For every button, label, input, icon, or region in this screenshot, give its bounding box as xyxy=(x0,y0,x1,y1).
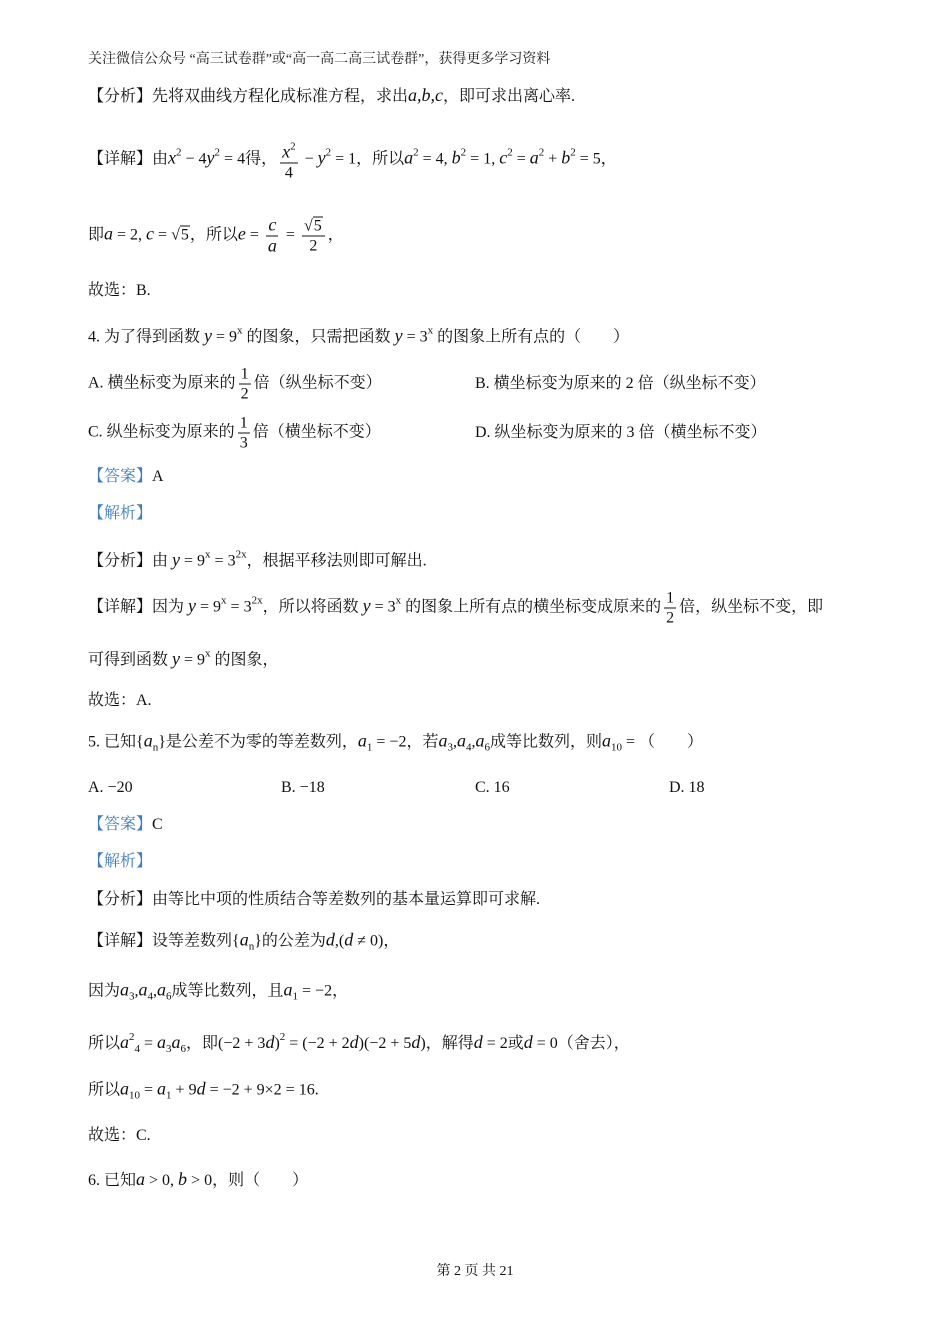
square-root xyxy=(304,217,323,236)
text-segment: 可得到函数 xyxy=(88,651,173,669)
subscript: 10 xyxy=(129,1089,141,1102)
math-variable: y xyxy=(394,325,403,346)
text-segment: = 2或 xyxy=(482,1035,524,1052)
radical-sign-icon: √ xyxy=(303,217,313,235)
text-segment: { xyxy=(232,932,240,950)
text-segment: ,( xyxy=(334,932,345,950)
q5-choice xyxy=(88,1126,151,1146)
text-segment: 故选：C. xyxy=(88,1127,151,1144)
math-variable: a xyxy=(239,929,249,950)
q3-detail-cont xyxy=(88,216,344,257)
q5-analysis xyxy=(88,890,540,910)
q6-stem xyxy=(88,1169,308,1191)
q4-answer xyxy=(88,467,164,487)
text-segment: = 9 xyxy=(180,552,206,570)
section-label: 【解析】 xyxy=(88,853,153,870)
text-segment: − xyxy=(300,150,318,168)
text-segment: } xyxy=(254,932,262,950)
text-segment: C. 纵坐标变为原来的 xyxy=(88,423,235,441)
superscript: x xyxy=(427,324,434,337)
subscript: 1 xyxy=(292,990,299,1003)
text-segment: 的图象，只需把函数 xyxy=(242,328,395,346)
text-segment: = 1，所以 xyxy=(331,150,405,168)
math-variable: y xyxy=(206,147,215,168)
superscript: 2 xyxy=(325,146,332,159)
fraction xyxy=(238,414,250,453)
denominator xyxy=(283,164,295,183)
denominator xyxy=(239,385,251,404)
superscript: x xyxy=(221,594,227,607)
math-variable: d xyxy=(349,1032,359,1052)
text-segment: = 1, xyxy=(466,150,500,168)
text-segment: = xyxy=(512,150,530,168)
text-segment: 1 xyxy=(666,589,675,607)
text-segment: ，所以 xyxy=(189,226,238,244)
q5-explanation-label xyxy=(88,852,152,872)
text-segment: = （ ） xyxy=(621,733,704,751)
superscript: x xyxy=(205,548,211,561)
math-variable: a xyxy=(138,979,148,1000)
text-segment: = 5， xyxy=(575,150,617,168)
text-segment: 【分析】由等比中项的性质结合等差数列的基本量运算即可求解. xyxy=(88,891,541,908)
text-segment: + xyxy=(544,150,562,168)
text-segment: 4 xyxy=(284,164,293,182)
text-segment: > 0, xyxy=(145,1172,179,1189)
subscript: 3 xyxy=(129,990,135,1003)
text-segment: 【详解】因为 xyxy=(88,598,189,616)
text-segment: 【分析】先将双曲线方程化成标准方程，求出 xyxy=(88,88,409,105)
text-segment: + 9 xyxy=(171,1081,197,1099)
q5-option-b xyxy=(281,778,325,798)
text-segment: = −2， xyxy=(298,982,349,1000)
text-segment: = xyxy=(140,1035,158,1052)
radicand: 5 xyxy=(180,226,189,244)
text-segment: ，根据平移法则即可解出. xyxy=(246,552,427,570)
math-variable: y xyxy=(317,147,326,168)
text-segment: 2 xyxy=(309,237,318,255)
math-variable: a xyxy=(456,730,466,751)
text-segment: A xyxy=(152,468,164,485)
math-variable: a xyxy=(120,1078,130,1099)
math-variable: a xyxy=(475,730,485,751)
text-segment: 的图象上所有点的横坐标变成原来的 xyxy=(401,598,662,616)
math-variable: a xyxy=(601,730,611,751)
text-segment: 故选：B. xyxy=(88,282,151,299)
q3-analysis xyxy=(88,85,575,107)
text-segment: 4. 为了得到函数 xyxy=(88,328,205,346)
superscript: 2x xyxy=(235,548,247,561)
math-variable: x xyxy=(282,141,291,162)
text-segment: = 9 xyxy=(212,328,238,346)
superscript: x xyxy=(395,594,402,607)
text-segment: { xyxy=(136,733,144,751)
subscript: 1 xyxy=(166,1089,172,1102)
text-segment: 1 xyxy=(239,414,248,432)
math-variable: a xyxy=(404,147,414,168)
text-segment: = 3 xyxy=(226,598,252,616)
text-segment: 5. 已知 xyxy=(88,733,137,751)
text-segment: ≠ 0)， xyxy=(353,932,400,950)
math-variable: a xyxy=(438,730,448,751)
q4-option-b xyxy=(475,374,766,394)
text-segment: C. 16 xyxy=(475,779,510,796)
math-variable: x xyxy=(168,147,177,168)
math-variable: d xyxy=(473,1032,483,1052)
numerator xyxy=(239,365,251,385)
denominator xyxy=(664,609,676,628)
q5-detail-line2 xyxy=(88,980,348,1007)
text-segment: = 9 xyxy=(196,598,222,616)
numerator xyxy=(266,216,278,237)
q5-stem xyxy=(88,731,703,758)
text-segment: 的公差为 xyxy=(261,932,326,950)
text-segment: )，解得 xyxy=(420,1035,474,1052)
text-segment: 倍（纵坐标不变） xyxy=(253,374,382,392)
text-segment: = 3 xyxy=(210,552,236,570)
fraction xyxy=(280,138,298,183)
q4-option-c xyxy=(88,414,381,453)
math-variable: c xyxy=(268,214,277,235)
math-variable: d xyxy=(411,1032,421,1052)
text-segment: 【分析】由 xyxy=(88,552,173,570)
denominator xyxy=(266,237,279,257)
text-segment: = 4得， xyxy=(220,150,278,168)
text-segment: 的图象上所有点的（ ） xyxy=(433,328,630,346)
q5-option-a xyxy=(88,778,133,798)
q5-option-d xyxy=(669,778,705,798)
math-variable: a xyxy=(357,730,367,751)
math-variable: c xyxy=(146,223,155,244)
math-variable: y xyxy=(188,595,197,616)
text-segment: = 3 xyxy=(370,598,396,616)
section-label: 【解析】 xyxy=(88,505,153,522)
subscript: 4 xyxy=(134,1043,141,1055)
radical-sign-icon: √ xyxy=(171,226,180,244)
superscript: 2x xyxy=(251,594,263,607)
text-segment: B. −18 xyxy=(281,779,325,796)
text-segment: 所以 xyxy=(88,1035,121,1052)
q5-option-c xyxy=(475,778,510,798)
numerator xyxy=(302,217,325,237)
q5-detail xyxy=(88,930,399,957)
text-segment: = −2 + 9×2 = 16. xyxy=(205,1081,319,1099)
math-variable: d xyxy=(344,929,354,950)
text-segment: 【详解】由 xyxy=(88,150,169,168)
text-segment: = 2, xyxy=(113,226,147,244)
superscript: 2 xyxy=(176,146,182,159)
text-segment: 是公差不为零的等差数列， xyxy=(165,733,358,751)
text-segment: 成等比数列，则 xyxy=(489,733,602,751)
q4-detail-cont xyxy=(88,644,279,671)
math-variable: a xyxy=(157,1078,167,1099)
math-variable: a xyxy=(136,1169,146,1189)
math-variable: a,b,c xyxy=(408,85,444,105)
text-segment: , xyxy=(153,982,158,1000)
page-header-notice: 关注微信公众号 “高三试卷群”或“高一高二高三试卷群”，获得更多学习资料 xyxy=(88,52,551,67)
text-segment: = 9 xyxy=(180,651,206,669)
text-segment: = 3 xyxy=(402,328,428,346)
fraction xyxy=(239,365,251,404)
text-segment: 【详解】设等差数列 xyxy=(88,932,233,950)
section-label: 【答案】 xyxy=(88,468,153,485)
radicand: 5 xyxy=(313,217,322,235)
text-segment: = −2，若 xyxy=(372,733,439,751)
q5-detail-line3 xyxy=(88,1027,630,1059)
q5-answer xyxy=(88,815,163,835)
superscript: 2 xyxy=(413,146,419,159)
text-segment: C xyxy=(152,816,163,833)
q4-explanation-label xyxy=(88,504,152,524)
subscript: n xyxy=(248,940,255,953)
math-variable: y xyxy=(204,325,213,346)
text-segment: 倍，纵坐标不变，即 xyxy=(679,598,824,616)
text-segment: 所以 xyxy=(88,1081,121,1099)
text-segment: − 4 xyxy=(181,150,207,168)
text-segment: = (−2 + 2 xyxy=(285,1035,350,1052)
subscript: 10 xyxy=(610,741,622,754)
text-segment: 2 xyxy=(240,385,249,403)
text-segment: D. 18 xyxy=(669,779,705,796)
q4-option-a xyxy=(88,365,382,404)
text-segment: = 4, xyxy=(418,150,452,168)
text-segment: 故选：A. xyxy=(88,692,152,709)
numerator xyxy=(280,138,298,164)
square-root xyxy=(171,226,190,246)
text-segment: , xyxy=(134,982,139,1000)
math-variable: e xyxy=(237,223,246,244)
text-segment: 1 xyxy=(240,365,249,383)
q3-choice xyxy=(88,281,151,301)
q4-detail xyxy=(88,589,823,628)
text-segment: 倍（横坐标不变） xyxy=(252,423,381,441)
math-variable: a xyxy=(157,1032,167,1052)
text-segment: , xyxy=(471,733,476,751)
text-segment: ) xyxy=(274,1035,280,1052)
text-segment: 2 xyxy=(666,609,675,627)
denominator xyxy=(307,237,319,256)
subscript: 6 xyxy=(484,741,490,754)
math-variable: b xyxy=(451,147,461,168)
text-segment: 即 xyxy=(88,226,105,244)
math-variable: y xyxy=(362,595,371,616)
math-variable: a xyxy=(529,147,539,168)
page-number: 第 2 页 共 21 xyxy=(436,1264,514,1279)
math-variable: a xyxy=(104,223,114,244)
text-segment: = xyxy=(281,226,299,244)
q4-stem xyxy=(88,321,629,348)
math-variable: a xyxy=(157,979,167,1000)
q4-option-d xyxy=(475,423,767,443)
math-variable: b xyxy=(561,147,571,168)
text-segment: ，所以将函数 xyxy=(262,598,363,616)
superscript: 2 xyxy=(507,146,513,159)
fraction xyxy=(302,217,325,256)
text-segment: = 0（舍去）， xyxy=(532,1035,630,1052)
numerator xyxy=(238,414,250,434)
math-variable: y xyxy=(172,648,181,669)
math-variable: a xyxy=(120,1032,130,1052)
text-segment: } xyxy=(158,733,166,751)
subscript: 6 xyxy=(166,990,172,1003)
text-segment: 成等比数列，且 xyxy=(171,982,284,1000)
text-segment: 因为 xyxy=(88,982,121,1000)
subscript: 4 xyxy=(465,741,472,754)
math-variable: d xyxy=(196,1078,206,1099)
math-variable: a xyxy=(171,1032,181,1052)
text-segment: ， xyxy=(327,226,344,244)
text-segment: 3 xyxy=(239,434,248,452)
math-variable: d xyxy=(523,1032,533,1052)
text-segment: 6. 已知 xyxy=(88,1172,137,1189)
math-variable: a xyxy=(283,979,293,1000)
text-segment: A. 横坐标变为原来的 xyxy=(88,374,236,392)
text-segment: 的图象， xyxy=(210,651,279,669)
section-label: 【答案】 xyxy=(88,816,153,833)
q5-detail-line4 xyxy=(88,1079,319,1106)
numerator xyxy=(664,589,676,609)
text-segment: ，即(−2 + 3 xyxy=(186,1035,266,1052)
text-segment: , xyxy=(452,733,457,751)
text-segment: )(−2 + 5 xyxy=(358,1035,412,1052)
text-segment: > 0，则（ ） xyxy=(187,1172,309,1189)
denominator xyxy=(238,434,250,453)
q4-choice xyxy=(88,691,152,711)
subscript: 1 xyxy=(366,741,373,754)
superscript: 2 xyxy=(570,146,576,159)
subscript: 3 xyxy=(166,1043,172,1055)
math-variable: c xyxy=(499,147,508,168)
text-segment: = xyxy=(154,226,172,244)
math-variable: a xyxy=(143,730,153,751)
subscript: 6 xyxy=(180,1043,187,1055)
subscript: 3 xyxy=(447,741,453,754)
text-segment: = xyxy=(245,226,263,244)
subscript: n xyxy=(152,741,159,754)
math-variable: y xyxy=(172,549,181,570)
math-variable: a xyxy=(267,235,277,256)
text-segment: B. 横坐标变为原来的 2 倍（纵坐标不变） xyxy=(475,375,766,392)
superscript: x xyxy=(205,647,211,660)
superscript: 2 xyxy=(214,146,221,159)
q4-analysis xyxy=(88,545,427,572)
subscript: 4 xyxy=(147,990,154,1003)
superscript: 2 xyxy=(129,1031,135,1043)
text-segment: ，即可求出离心率. xyxy=(443,88,576,105)
q3-detail xyxy=(88,138,617,183)
math-variable: a xyxy=(120,979,130,1000)
math-variable: d xyxy=(265,1032,275,1052)
text-segment: D. 纵坐标变为原来的 3 倍（横坐标不变） xyxy=(475,424,767,441)
superscript: 2 xyxy=(290,140,296,153)
math-variable: b xyxy=(178,1169,188,1189)
superscript: 2 xyxy=(279,1031,286,1043)
fraction xyxy=(266,216,279,257)
superscript: 2 xyxy=(460,146,467,159)
text-segment: A. −20 xyxy=(88,779,133,796)
text-segment: = xyxy=(140,1081,158,1099)
superscript: x xyxy=(237,324,243,337)
superscript: 2 xyxy=(538,146,545,159)
math-variable: d xyxy=(325,929,335,950)
fraction xyxy=(664,589,676,628)
